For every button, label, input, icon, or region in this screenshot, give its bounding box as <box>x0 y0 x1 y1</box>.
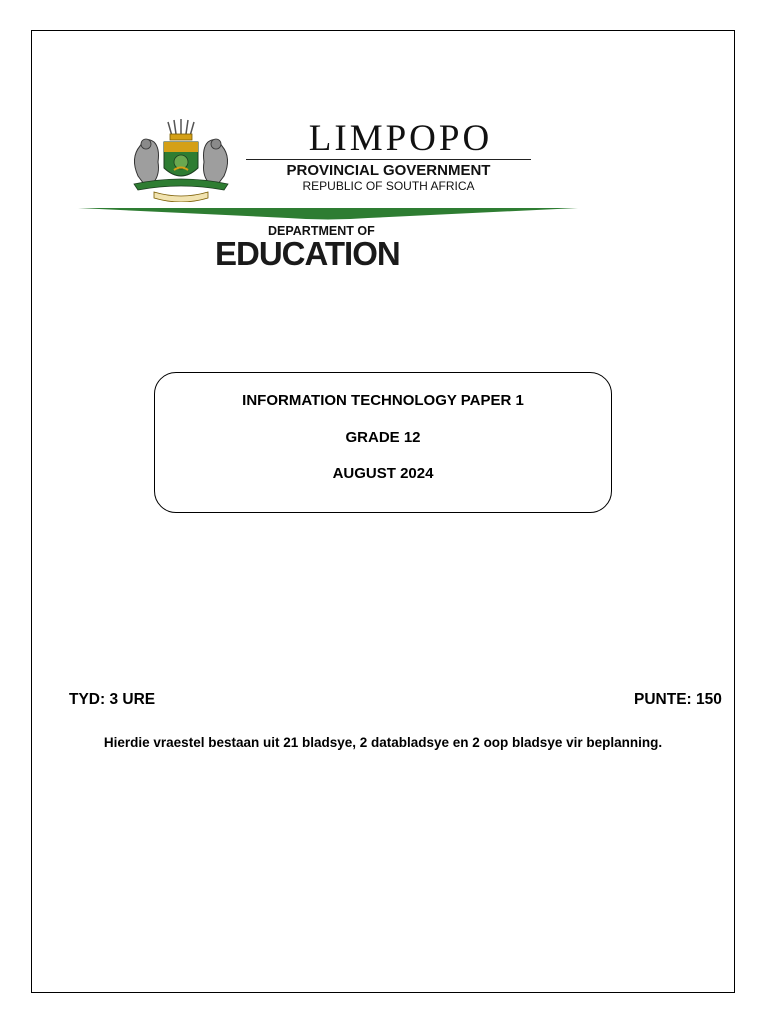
coat-of-arms-icon <box>124 118 238 202</box>
letterhead-rule <box>246 159 531 160</box>
time-allowed: TYD: 3 URE <box>69 691 156 708</box>
letterhead <box>78 104 583 286</box>
green-swoosh-divider <box>78 205 578 221</box>
exam-subject: INFORMATION TECHNOLOGY PAPER 1 <box>242 392 524 409</box>
total-marks: PUNTE: 150 <box>634 691 722 708</box>
government-name: PROVINCIAL GOVERNMENT <box>286 162 491 179</box>
paper-instructions: Hierdie vraestel bestaan uit 21 bladsye, 2 databladsye en 2 oop bladsye vir beplanning. <box>103 735 663 750</box>
department-name: EDUCATION <box>215 235 400 272</box>
department-prefix: DEPARTMENT OF <box>268 224 375 238</box>
exam-grade: GRADE 12 <box>345 429 421 446</box>
exam-title-box <box>154 372 612 513</box>
country-name: REPUBLIC OF SOUTH AFRICA <box>302 179 475 193</box>
province-name: LIMPOPO <box>308 118 493 159</box>
exam-session: AUGUST 2024 <box>332 465 434 482</box>
